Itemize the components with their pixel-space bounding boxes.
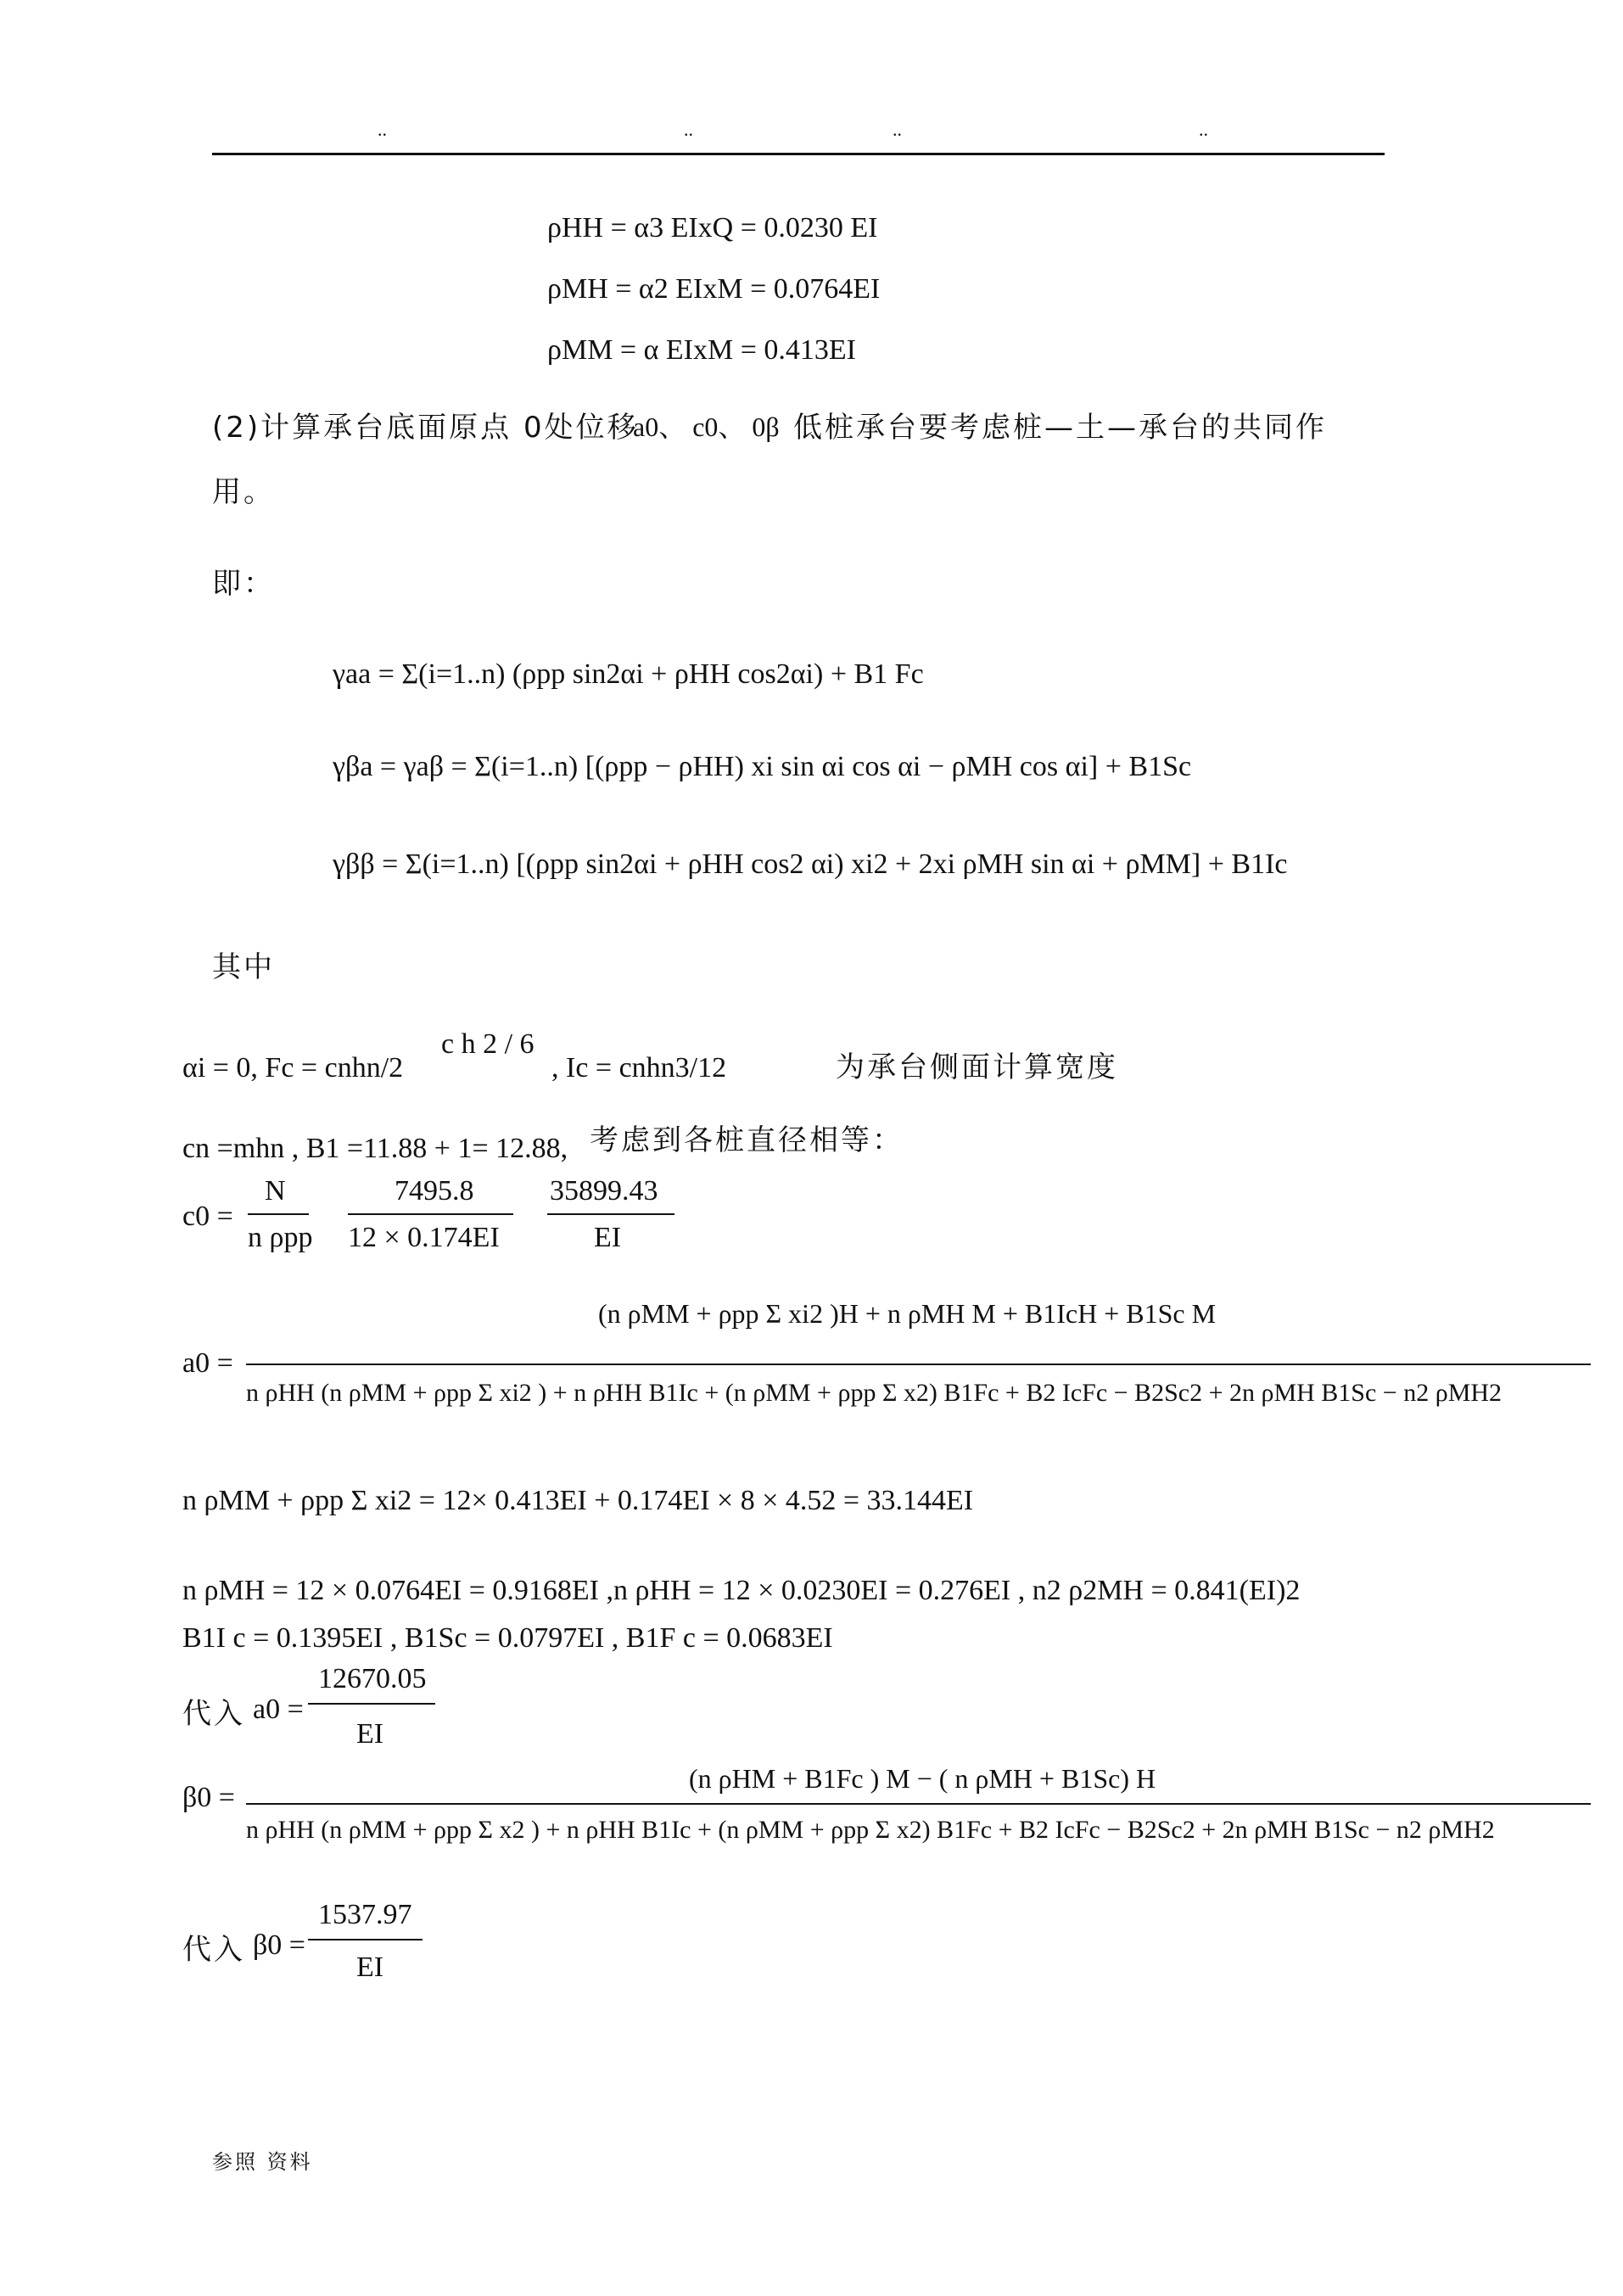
c0-den3: EI: [594, 1222, 622, 1253]
c0-lhs: c0 =: [182, 1201, 233, 1232]
equation-gamma-bb: γββ = Σ(i=1..n) [(ρpp sin2αi + ρHH cos2 αi) xi2 + 2xi ρMH sin αi + ρMM] + B1Ic: [333, 848, 1288, 880]
sub-b0-num: 1537.97: [318, 1899, 412, 1930]
footer-text: 参照 资料: [212, 2150, 313, 2174]
fraction-bar: [248, 1213, 309, 1215]
note-diameter: 考虑到各桩直径相等：: [590, 1123, 904, 1157]
a0-lhs: a0 =: [182, 1347, 233, 1379]
fraction-bar: [547, 1213, 674, 1215]
c0-num1: N: [265, 1175, 286, 1207]
para2-vars: a0、 c0、 0β: [633, 412, 780, 442]
equation-gamma-ab: γβa = γaβ = Σ(i=1..n) [(ρpp − ρHH) xi sin αi cos αi − ρMH cos αi] + B1Sc: [333, 751, 1192, 782]
header-rule: [212, 153, 1385, 155]
sub-label: 代入: [182, 1933, 245, 1967]
fraction-bar: [246, 1364, 1591, 1365]
note-width: 为承台侧面计算宽度: [836, 1050, 1118, 1084]
fraction-bar: [308, 1939, 423, 1940]
para2-line1b: 低桩承台要考虑桩—土—承台的共同作: [793, 411, 1327, 445]
calc-line-3: B1I c = 0.1395EI , B1Sc = 0.0797EI , B1F c = 0.0683EI: [182, 1622, 833, 1654]
b0-lhs: β0 =: [182, 1782, 235, 1813]
a0-numerator: (n ρMM + ρpp Σ xi2 )H + n ρMH M + B1IcH + B1Sc M: [598, 1298, 1217, 1329]
sub-a0-num: 12670.05: [318, 1663, 427, 1694]
header-dots: ..: [893, 119, 902, 140]
header-dots: ..: [378, 119, 387, 140]
def-ic: , Ic = cnhn3/12: [551, 1052, 727, 1084]
sub-a0-den: EI: [356, 1718, 384, 1750]
c0-den2: 12 × 0.174EI: [348, 1222, 500, 1253]
def-sc: c h 2 / 6: [441, 1028, 534, 1060]
calc-line-2: n ρMH = 12 × 0.0764EI = 0.9168EI ,n ρHH = 12 × 0.0230EI = 0.276EI , n2 ρ2MH = 0.841(EI)2: [182, 1575, 1301, 1606]
para2-line1: (2)计算承台底面原点 0处位移: [212, 411, 639, 445]
header-dots: ..: [684, 119, 693, 140]
ji-label: 即：: [212, 567, 275, 601]
sub-b0-lhs: β0 =: [253, 1929, 305, 1961]
equation-rho-mm: ρMM = α EIxM = 0.413EI: [547, 334, 857, 366]
calc-line-1: n ρMM + ρpp Σ xi2 = 12× 0.413EI + 0.174EI × 8 × 4.52 = 33.144EI: [182, 1485, 974, 1516]
para2-line2: 用。: [212, 475, 275, 509]
c0-den1: n ρpp: [248, 1222, 313, 1253]
b0-denominator: n ρHH (n ρMM + ρpp Σ x2 ) + n ρHH B1Ic + (n ρMM + ρpp Σ x2) B1Fc + B2 IcFc − B2Sc2 + 2n ρMH B1Sc − n2 ρMH2: [246, 1816, 1495, 1844]
equation-rho-mh: ρMH = α2 EIxM = 0.0764EI: [547, 273, 881, 305]
sub-b0-den: EI: [356, 1952, 384, 1983]
c0-num3: 35899.43: [550, 1175, 658, 1207]
sub-a0-lhs: a0 =: [253, 1694, 304, 1725]
header-dots: ..: [1199, 119, 1208, 140]
equation-gamma-aa: γaa = Σ(i=1..n) (ρpp sin2αi + ρHH cos2αi) + B1 Fc: [333, 658, 924, 690]
fraction-bar: [348, 1213, 513, 1215]
def-alpha-fc: αi = 0, Fc = cnhn/2: [182, 1052, 404, 1084]
sub-label: 代入: [182, 1697, 245, 1731]
c0-num2: 7495.8: [395, 1175, 474, 1207]
a0-denominator: n ρHH (n ρMM + ρpp Σ xi2 ) + n ρHH B1Ic + (n ρMM + ρpp Σ x2) B1Fc + B2 IcFc − B2Sc2 + 2n ρMH B1Sc − n2 ρMH2: [246, 1379, 1503, 1407]
fraction-bar: [308, 1703, 435, 1705]
def-cn-b1: cn =mhn , B1 =11.88 + 1= 12.88,: [182, 1133, 568, 1164]
fraction-bar: [246, 1803, 1591, 1805]
equation-rho-hh: ρHH = α3 EIxQ = 0.0230 EI: [547, 212, 878, 244]
b0-numerator: (n ρHM + B1Fc ) M − ( n ρMH + B1Sc) H: [689, 1763, 1156, 1794]
qizhong-label: 其中: [212, 950, 275, 984]
